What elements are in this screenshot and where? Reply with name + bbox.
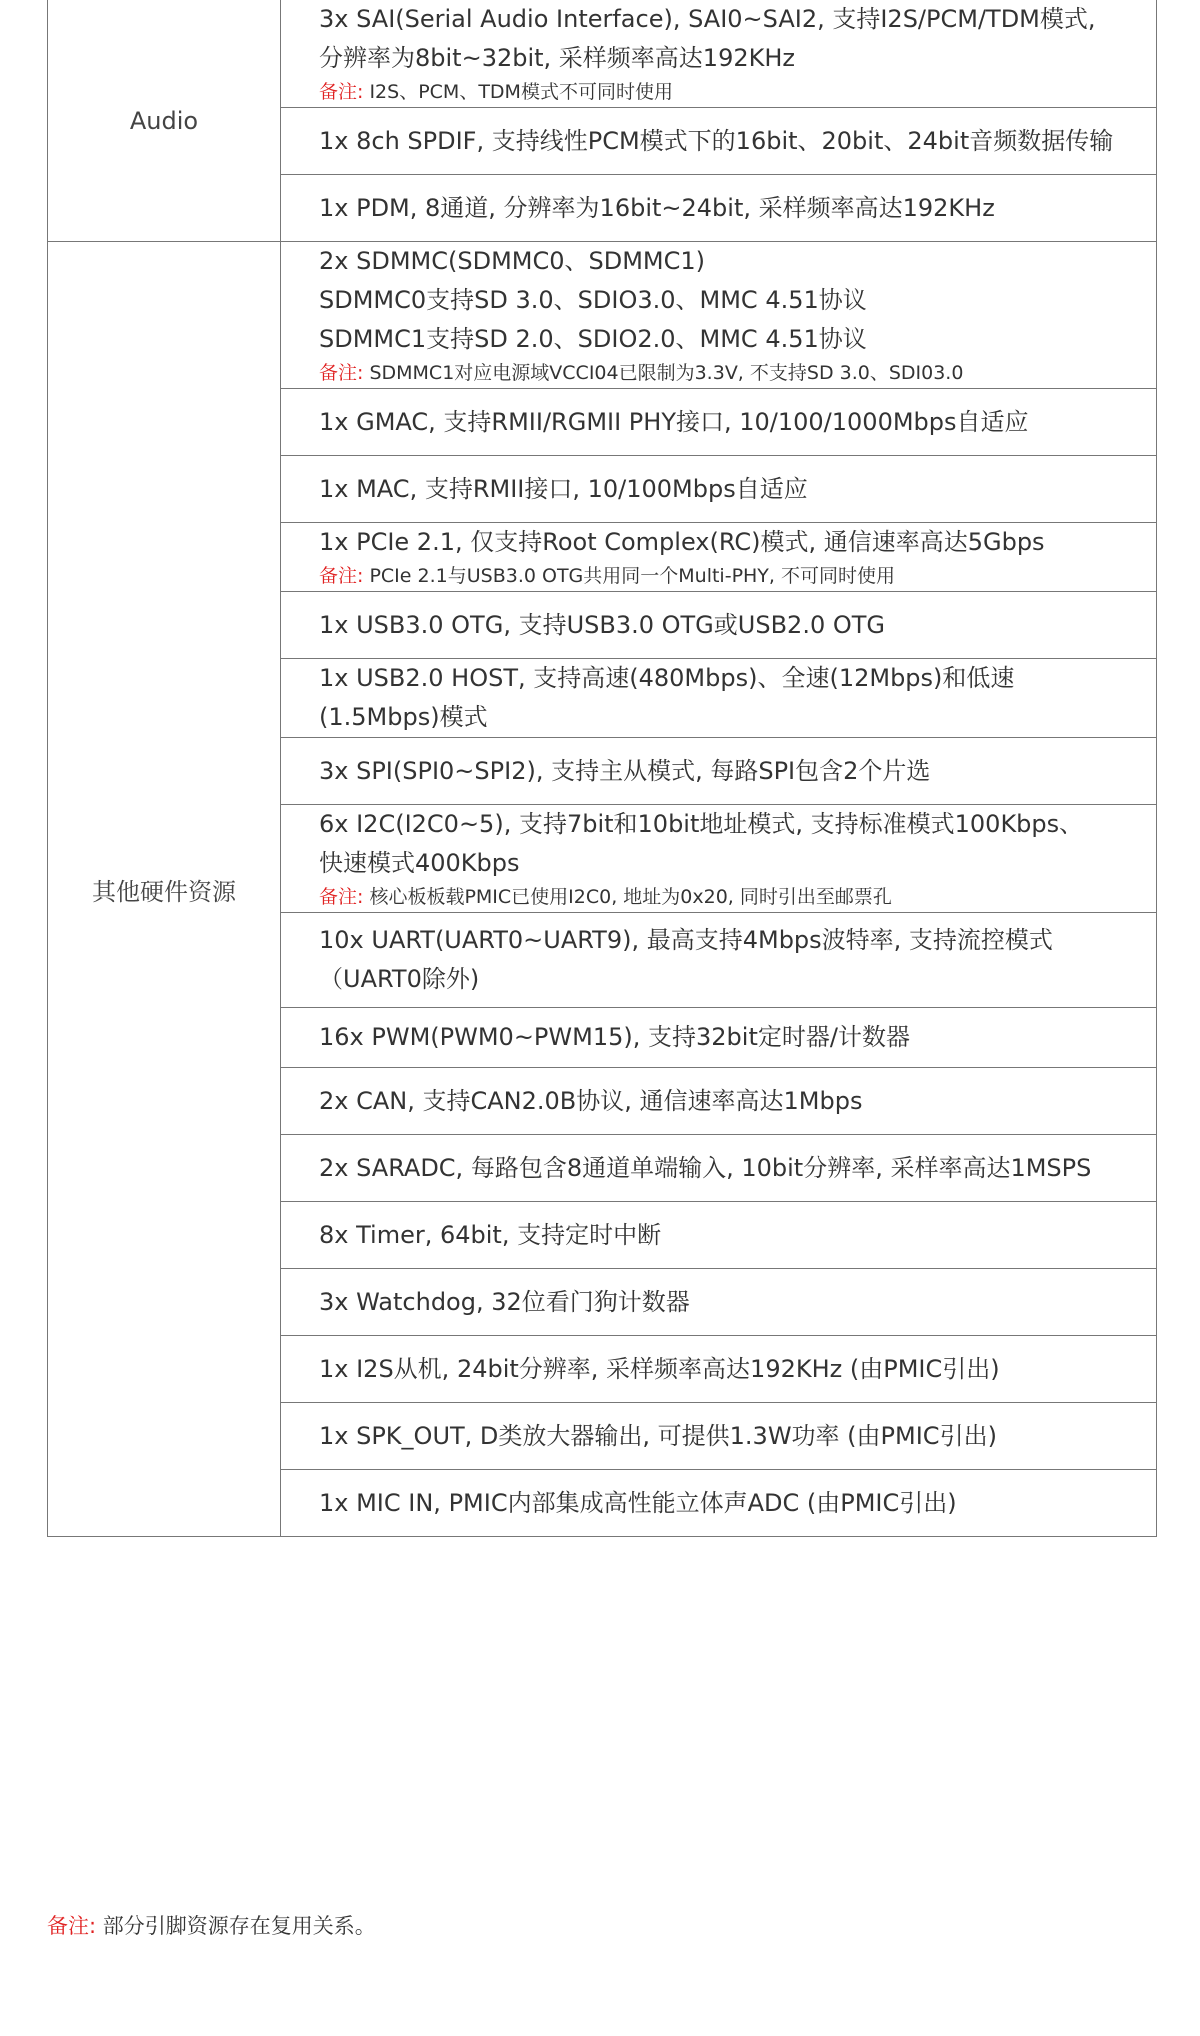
spec-text: SDMMC0支持SD 3.0、SDIO3.0、MMC 4.51协议 <box>319 286 867 314</box>
spec-cell <box>281 242 1157 389</box>
spec-cell <box>281 175 1157 242</box>
spec-text: 3x Watchdog, 32位看门狗计数器 <box>319 1287 690 1316</box>
spec-text: 1x 8ch SPDIF, 支持线性PCM模式下的16bit、20bit、24bit音频数据传输 <box>319 126 1114 155</box>
spec-text: 8x Timer, 64bit, 支持定时中断 <box>319 1220 662 1249</box>
spec-cell <box>281 592 1157 659</box>
spec-cell <box>281 1135 1157 1202</box>
note-text: SDMMC1对应电源域VCCI04已限制为3.3V, 不支持SD 3.0、SDI03.0 <box>369 362 964 384</box>
spec-cell <box>281 1403 1157 1470</box>
note-label: 备注: <box>319 565 364 587</box>
footer-note-text: 部分引脚资源存在复用关系。 <box>102 1914 376 1938</box>
spec-text: (1.5Mbps)模式 <box>319 703 488 731</box>
spec-cell <box>281 1008 1157 1068</box>
footer-note-label: 备注: <box>47 1914 97 1938</box>
spec-note <box>319 78 1156 107</box>
spec-text: 16x PWM(PWM0~PWM15), 支持32bit定时器/计数器 <box>319 1023 910 1051</box>
spec-note <box>319 562 1156 591</box>
spec-note <box>319 359 1156 388</box>
spec-text: 快速模式400Kbps <box>319 849 520 877</box>
spec-text: 2x SDMMC(SDMMC0、SDMMC1) <box>319 247 706 275</box>
footer-note <box>47 1910 376 1940</box>
spec-row <box>48 242 1157 389</box>
spec-text: 1x I2S从机, 24bit分辨率, 采样频率高达192KHz (由PMIC引出) <box>319 1354 1000 1383</box>
category-cell: Audio <box>48 0 281 242</box>
spec-text: 6x I2C(I2C0~5), 支持7bit和10bit地址模式, 支持标准模式100Kbps、 <box>319 810 1084 838</box>
spec-cell <box>281 913 1157 1008</box>
spec-text: 2x SARADC, 每路包含8通道单端输入, 10bit分辨率, 采样率高达1MSPS <box>319 1153 1092 1182</box>
spec-cell <box>281 456 1157 523</box>
spec-text: 3x SPI(SPI0~SPI2), 支持主从模式, 每路SPI包含2个片选 <box>319 756 931 785</box>
spec-cell <box>281 1202 1157 1269</box>
spec-text: 1x SPK_OUT, D类放大器输出, 可提供1.3W功率 (由PMIC引出) <box>319 1421 997 1450</box>
spec-cell <box>281 108 1157 175</box>
spec-cell <box>281 1068 1157 1135</box>
spec-cell <box>281 1269 1157 1336</box>
note-text: 核心板板载PMIC已使用I2C0, 地址为0x20, 同时引出至邮票孔 <box>369 886 892 908</box>
spec-cell <box>281 738 1157 805</box>
spec-row <box>48 0 1157 108</box>
spec-cell <box>281 389 1157 456</box>
spec-cell <box>281 1336 1157 1403</box>
spec-text: （UART0除外) <box>319 965 480 993</box>
spec-text: 2x CAN, 支持CAN2.0B协议, 通信速率高达1Mbps <box>319 1086 863 1115</box>
note-label: 备注: <box>319 81 364 103</box>
spec-text: 1x MIC IN, PMIC内部集成高性能立体声ADC (由PMIC引出) <box>319 1488 957 1517</box>
spec-cell <box>281 1470 1157 1537</box>
spec-text: 10x UART(UART0~UART9), 最高支持4Mbps波特率, 支持流控模式 <box>319 926 1053 954</box>
category-cell: 其他硬件资源 <box>48 242 281 1537</box>
spec-text: 分辨率为8bit~32bit, 采样频率高达192KHz <box>319 44 795 72</box>
note-text: PCIe 2.1与USB3.0 OTG共用同一个Multi-PHY, 不可同时使用 <box>369 565 895 587</box>
spec-cell <box>281 0 1157 108</box>
spec-cell <box>281 659 1157 738</box>
note-label: 备注: <box>319 362 364 384</box>
note-text: I2S、PCM、TDM模式不可同时使用 <box>369 81 673 103</box>
spec-text: 1x USB3.0 OTG, 支持USB3.0 OTG或USB2.0 OTG <box>319 610 885 639</box>
spec-text: 1x GMAC, 支持RMII/RGMII PHY接口, 10/100/1000Mbps自适应 <box>319 407 1029 436</box>
spec-text: 1x PDM, 8通道, 分辨率为16bit~24bit, 采样频率高达192KHz <box>319 193 995 222</box>
spec-text: 1x USB2.0 HOST, 支持高速(480Mbps)、全速(12Mbps)和低速 <box>319 664 1015 692</box>
spec-text: 1x PCIe 2.1, 仅支持Root Complex(RC)模式, 通信速率高达5Gbps <box>319 528 1045 556</box>
spec-text: 1x MAC, 支持RMII接口, 10/100Mbps自适应 <box>319 474 808 503</box>
spec-text: 3x SAI(Serial Audio Interface), SAI0~SAI2, 支持I2S/PCM/TDM模式, <box>319 5 1096 33</box>
spec-note <box>319 883 1156 912</box>
spec-cell <box>281 805 1157 913</box>
spec-table-body <box>48 0 1157 1537</box>
spec-table <box>47 0 1157 1537</box>
note-label: 备注: <box>319 886 364 908</box>
spec-cell <box>281 523 1157 592</box>
spec-text: SDMMC1支持SD 2.0、SDIO2.0、MMC 4.51协议 <box>319 325 867 353</box>
